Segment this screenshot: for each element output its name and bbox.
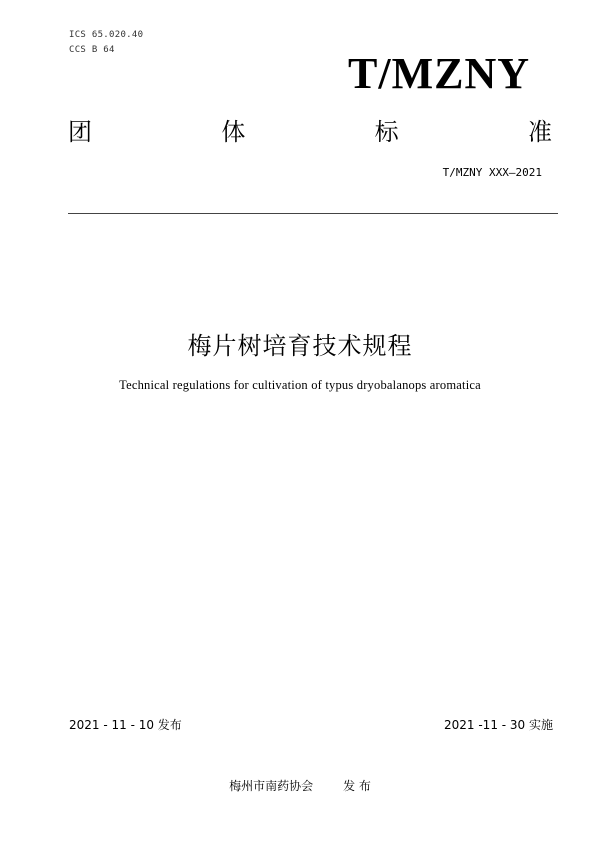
ccs-code: CCS B 64 bbox=[69, 45, 115, 55]
title-chinese: 梅片树培育技术规程 bbox=[187, 332, 413, 360]
standard-type-char: 团 bbox=[68, 118, 92, 146]
standard-type-char: 标 bbox=[374, 118, 399, 146]
ics-code: ICS 65.020.40 bbox=[69, 30, 144, 40]
standard-type-char: 准 bbox=[527, 118, 552, 146]
publisher-line bbox=[0, 777, 600, 794]
title-english: Technical regulations for cultivation of typus dryobalanops aromatica bbox=[119, 378, 481, 392]
header-divider bbox=[68, 213, 558, 214]
standard-number: T/MZNY XXX—2021 bbox=[442, 166, 542, 179]
standard-type-char: 体 bbox=[221, 118, 246, 146]
organization-code: T/MZNY bbox=[348, 49, 530, 98]
publisher-name: 梅州市南药协会 bbox=[229, 779, 314, 793]
publish-word: 发 布 bbox=[343, 779, 371, 793]
standard-type bbox=[68, 112, 552, 147]
publish-date: 2021 - 11 - 10 发布 bbox=[69, 718, 182, 732]
implement-date: 2021 -11 - 30 实施 bbox=[444, 718, 553, 732]
